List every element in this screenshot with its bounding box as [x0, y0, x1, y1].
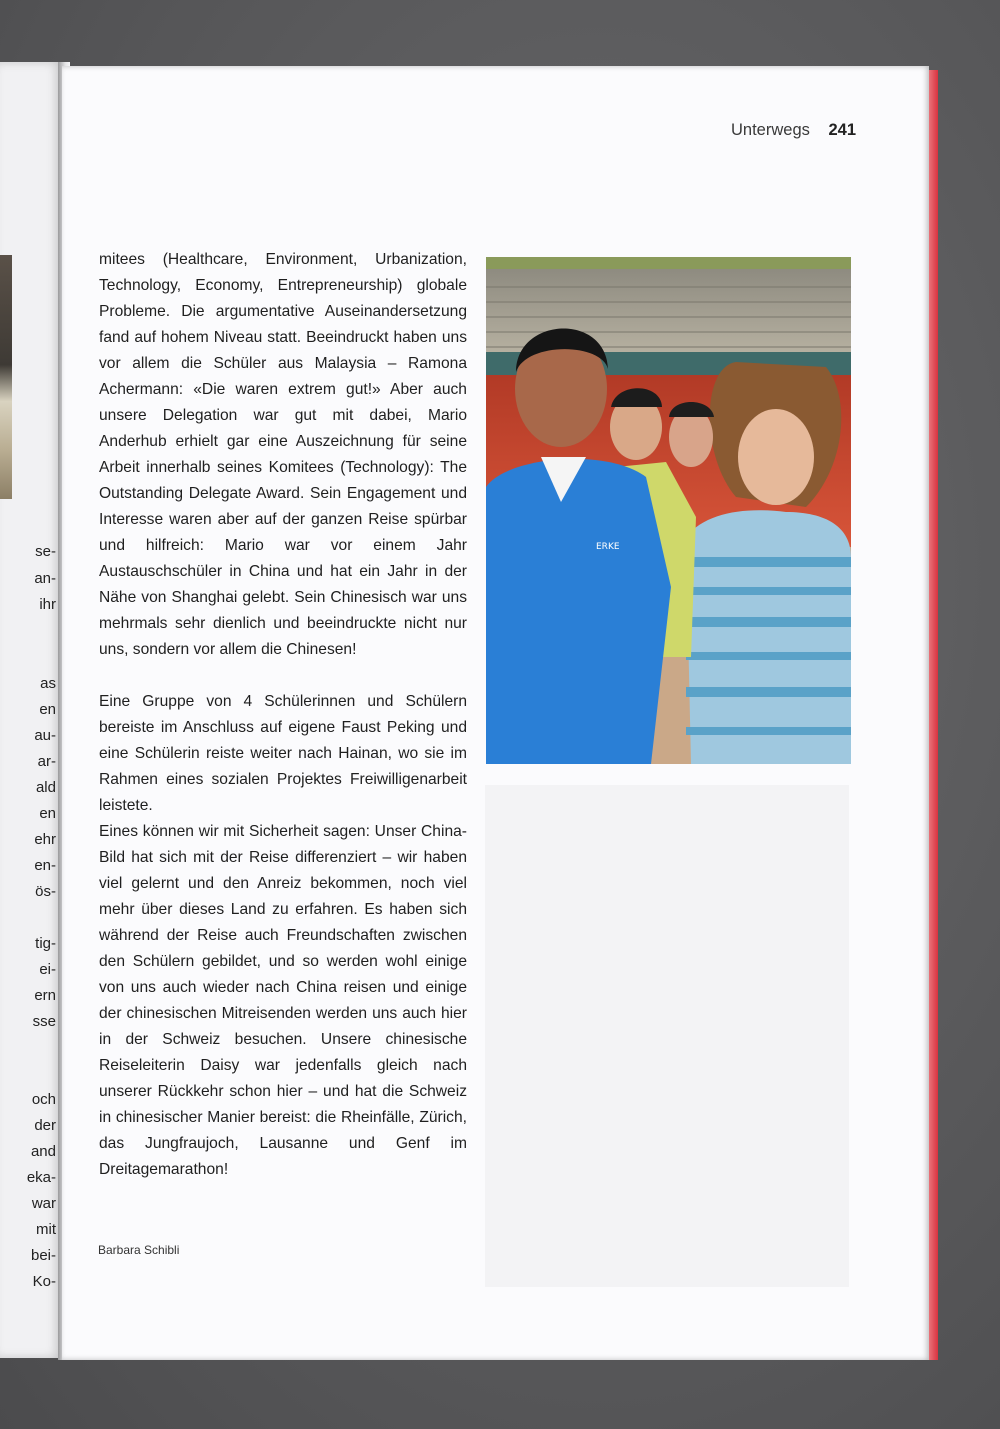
previous-page-line: bei- [30, 1247, 56, 1264]
shirt-logo: ERKE [596, 542, 620, 552]
author-credit: Barbara Schibli [98, 1243, 180, 1257]
show-through-area [485, 785, 849, 1287]
previous-page-line: ei- [39, 961, 56, 978]
article-body [99, 247, 467, 1183]
previous-page-line: och [31, 1091, 56, 1108]
previous-page-line: ald [35, 779, 56, 796]
previous-page-line: ern [34, 987, 56, 1004]
paragraph: Eines können wir mit Sicherheit sagen: Unser China-Bild hat sich mit der Reise differenziert – wir haben viel gelernt und den Anreiz bekommen, noch viel mehr über dieses Land zu erfahren. Es haben sich während der Reise auch Freundschaften zwischen den Schülern gebildet, und so werden wohl einige von uns auch wieder nach China reisen und einige der chinesischen Mitreisenden werden uns auch hier in der Schweiz besuchen. Unsere chinesische Reiseleiterin Daisy war jedenfalls gleich nach unserer Rückkehr schon hier – und hat die Schweiz in chinesischer Manier bereist: die Rheinfälle, Zürich, das Jungfraujoch, Lausanne und Genf im Dreitagemarathon! [99, 823, 467, 1178]
paragraph: Eine Gruppe von 4 Schülerinnen und Schülern bereiste im Anschluss auf eigene Faust Peking und eine Schülerin reiste weiter nach Hainan, wo sie im Rahmen eines sozialen Projektes Freiwilligenarbeit leistete. [99, 693, 467, 814]
previous-page-line: tig- [35, 935, 56, 952]
group-photo [486, 257, 851, 764]
running-head [660, 121, 856, 140]
previous-page-line: der [34, 1117, 56, 1134]
previous-page-line: as [40, 675, 56, 692]
previous-page-line: and [30, 1143, 56, 1160]
previous-page-line: war [31, 1195, 56, 1212]
previous-page-line: mit [36, 1221, 56, 1238]
photo-illustration [486, 257, 851, 764]
previous-page-line: ihr [39, 596, 56, 613]
previous-page [0, 62, 62, 1358]
page-number: 241 [828, 121, 856, 139]
previous-page-line: ar- [37, 753, 56, 770]
previous-page-line: se- [35, 543, 56, 560]
previous-page-line: ehr [34, 831, 56, 848]
previous-page-line: en- [34, 857, 56, 874]
paragraph: mitees (Healthcare, Environment, Urbanization, Technology, Economy, Entrepreneurship) globale Probleme. Die argumentative Auseinandersetzung fand auf hohem Niveau statt. Beeindruckt haben uns vor allem die Schüler aus Malaysia – Ramona Achermann: «Die waren extrem gut!» Aber auch unsere Delegation war gut mit dabei, Mario Anderhub erhielt gar eine Auszeichnung für seine Arbeit innerhalb seines Komitees (Technology): The Outstanding Delegate Award. Sein Engagement und Interesse waren aber auf der ganzen Reise spürbar und hilfreich: Mario war vor einem Jahr Austauschschüler in China und hat ein Jahr in der Nähe von Shanghai gelebt. Sein Chinesisch war uns mehrmals sehr dienlich und beeindruckte nicht nur uns, sondern vor allem die Chinesen! [99, 251, 467, 658]
previous-page-line: an- [34, 570, 56, 587]
previous-page-line: ös- [35, 883, 56, 900]
previous-page-photo [0, 255, 12, 499]
section-title: Unterwegs [731, 121, 810, 139]
previous-page-line: sse [32, 1013, 56, 1030]
previous-page-line: en [39, 805, 56, 822]
previous-page-line: Ko- [32, 1273, 56, 1290]
previous-page-line: eka- [26, 1169, 56, 1186]
previous-page-line: en [39, 701, 56, 718]
page-edge [929, 70, 938, 1360]
previous-page-line: au- [34, 727, 56, 744]
